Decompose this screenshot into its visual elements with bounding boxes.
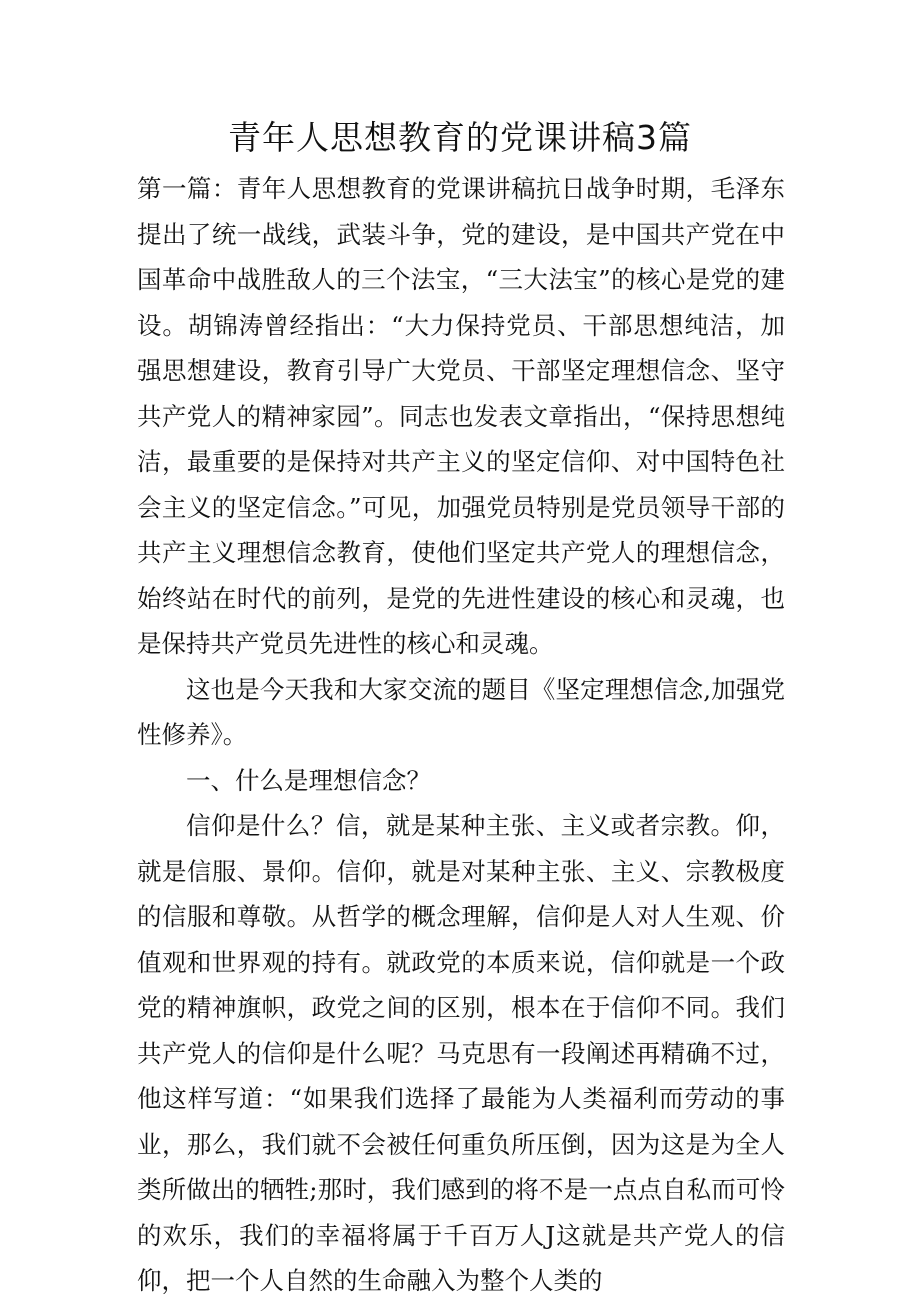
- paragraph-topic: 这也是今天我和大家交流的题目《坚定理想信念,加强党性修养》。: [137, 674, 785, 749]
- section-heading-1: 一、什么是理想信念？: [186, 765, 431, 795]
- document-body: [137, 166, 785, 1304]
- document-title: 青年人思想教育的党课讲稿3篇: [228, 118, 692, 157]
- paragraph-belief: 信仰是什么？信，就是某种主张、主义或者宗教。仰，就是信服、景仰。信仰，就是对某种主张、主义、宗教极度的信服和尊敬。从哲学的概念理解，信仰是人对人生观、价值观和世界观的持有。就政党的本质来说，信仰就是一个政党的精神旗帜，政党之间的区别，根本在于信仰不同。我们共产党人的信仰是什么呢？马克思有一段阐述再精确不过，他这样写道：“如果我们选择了最能为人类福利而劳动的事业，那么，我们就不会被任何重负所压倒，因为这是为全人类所做出的牺牲;那时，我们感到的将不是一点点自私而可怜的欢乐，我们的幸福将属于千百万人J这就是共产党人的信仰，把一个人自然的生命融入为整个人类的: [137, 811, 785, 1295]
- paragraph-intro: 第一篇：青年人思想教育的党课讲稿抗日战争时期，毛泽东提出了统一战线，武装斗争，党的建设，是中国共产党在中国革命中战胜敌人的三个法宝，“三大法宝”的核心是党的建设。胡锦涛曾经指出：“大力保持党员、干部思想纯洁，加强思想建设，教育引导广大党员、干部坚定理想信念、坚守共产党人的精神家园”。同志也发表文章指出，“保持思想纯洁，最重要的是保持对共产主义的坚定信仰、对中国特色社会主义的坚定信念。”可见，加强党员特别是党员领导干部的共产主义理想信念教育，使他们坚定共产党人的理想信念，始终站在时代的前列，是党的先进性建设的核心和灵魂，也是保持共产党员先进性的核心和灵魂。: [137, 174, 785, 658]
